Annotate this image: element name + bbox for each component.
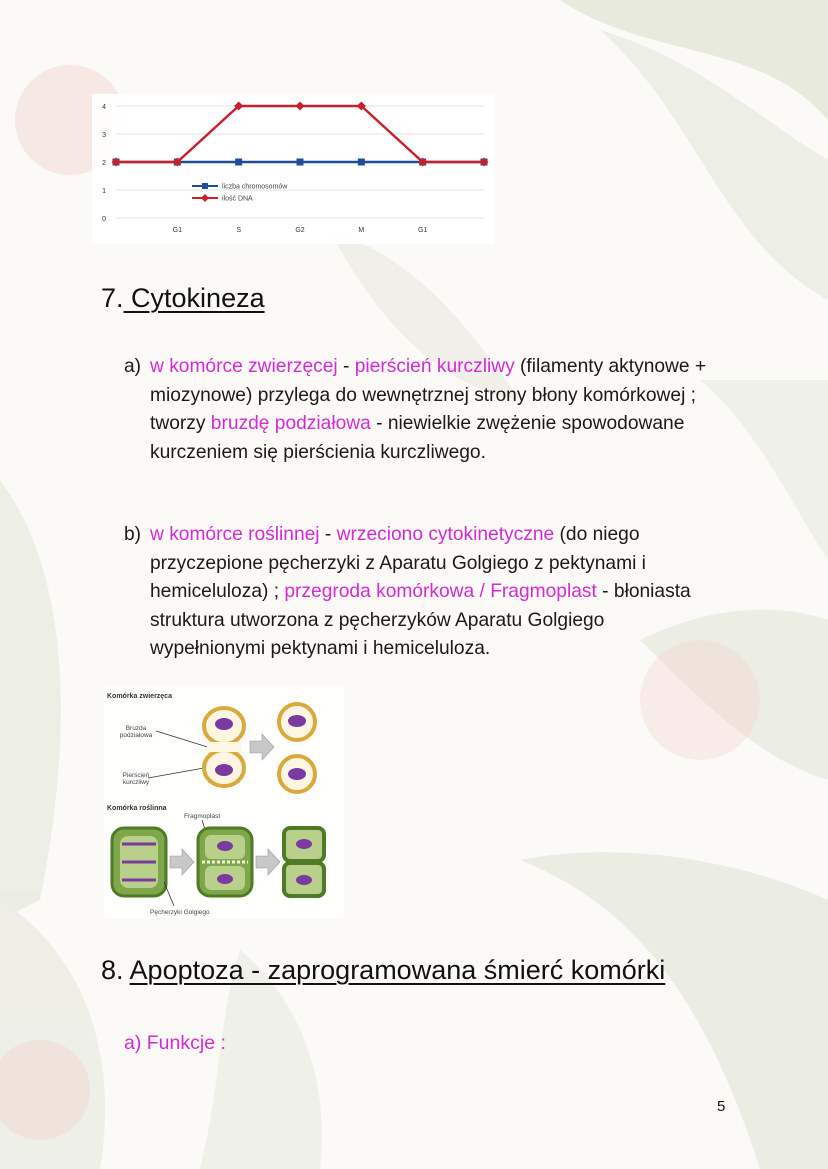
section-7-heading [101,283,265,314]
data-point [297,159,304,166]
animal-cell-title: Komórka zwierzęca [107,693,172,700]
section-8-heading [101,955,665,986]
x-tick-label: S [236,227,242,234]
cell-plate-term: przegroda komórkowa / Fragmoplast [284,581,597,602]
contractile-ring-term: pierścień kurczliwy [354,356,515,377]
section-7-title: Cytokineza [123,283,265,313]
y-tick-label: 3 [102,132,106,139]
y-tick-label: 1 [102,188,106,195]
section-7-number: 7. [101,283,124,313]
ring-label-line2: kurczliwy [122,779,150,786]
paragraph-b-label: b) [124,524,142,545]
x-tick-label: G1 [172,227,183,234]
plant-cell-mitosis [112,828,166,896]
ring-label-line1: Pierścień [122,772,150,779]
animal-cell-dividing [204,708,244,786]
section-8-title: Apoptoza - zaprogramowana śmierć komórki [129,955,666,985]
golgi-vesicles-label: Pęcherzyki Golgiego [150,909,210,916]
legend-label: liczba chromosomów [222,183,288,191]
y-tick-label: 2 [102,160,106,167]
furrow-label-line2: podziałowa [119,732,153,739]
legend-marker [202,183,208,189]
plant-daughter-cells [284,828,324,896]
animal-cell-term: w komórce zwierzęcej [150,356,338,377]
x-tick-label: G2 [295,227,305,234]
legend-label: ilość DNA [222,195,253,203]
x-tick-label: M [358,227,365,234]
y-tick-label: 4 [102,104,106,111]
chart-x-ticks [173,227,428,234]
paragraph-b [124,521,714,664]
cytokinesis-figure [104,686,344,918]
page-number: 5 [717,1098,726,1115]
plant-cell-title: Komórka roślinna [107,805,167,812]
section-8-number: 8. [101,955,124,985]
phragmoplast-label: Fragmoplast [184,813,221,820]
text-fragment: - [319,524,337,545]
paragraph-functions: a) Funkcje : [124,1032,226,1054]
text-fragment: (do niego przyczepione pęcherzyki z Aparatu Golgiego z pektynami i hemiceluloza) ; [150,524,646,602]
text-fragment: - [337,356,355,377]
cleavage-furrow-term: bruzdę podziałowa [210,413,371,434]
text-fragment: (filamenty aktynowe + miozynowe) przylega do wewnętrznej strony błony komórkowej ; tworzy [150,356,707,434]
furrow-label-line1: Bruzda [125,725,147,732]
text-fragment: - błoniasta struktura utworzona z pęcherzyków Aparatu Golgiego wypełnionymi pektynami i hemiceluloza. [150,581,691,659]
paragraph-a [124,353,714,467]
x-tick-label: G1 [417,227,428,234]
text-fragment: - niewielkie zwężenie spowodowane kurczeniem się pierścienia kurczliwego. [150,413,685,463]
data-point [358,159,365,166]
chart-legend [192,183,288,203]
data-point [296,102,305,111]
cell-cycle-chart [92,94,494,244]
y-tick-label: 0 [102,216,106,223]
plant-cell-term: w komórce roślinnej [150,524,320,545]
paragraph-a-label: a) [124,356,142,377]
plant-cell-plate [198,828,252,896]
data-point [235,159,242,166]
chart-y-ticks [102,104,106,223]
legend-marker [201,194,209,202]
cytokinetic-spindle-term: wrzeciono cytokinetyczne [336,524,555,545]
